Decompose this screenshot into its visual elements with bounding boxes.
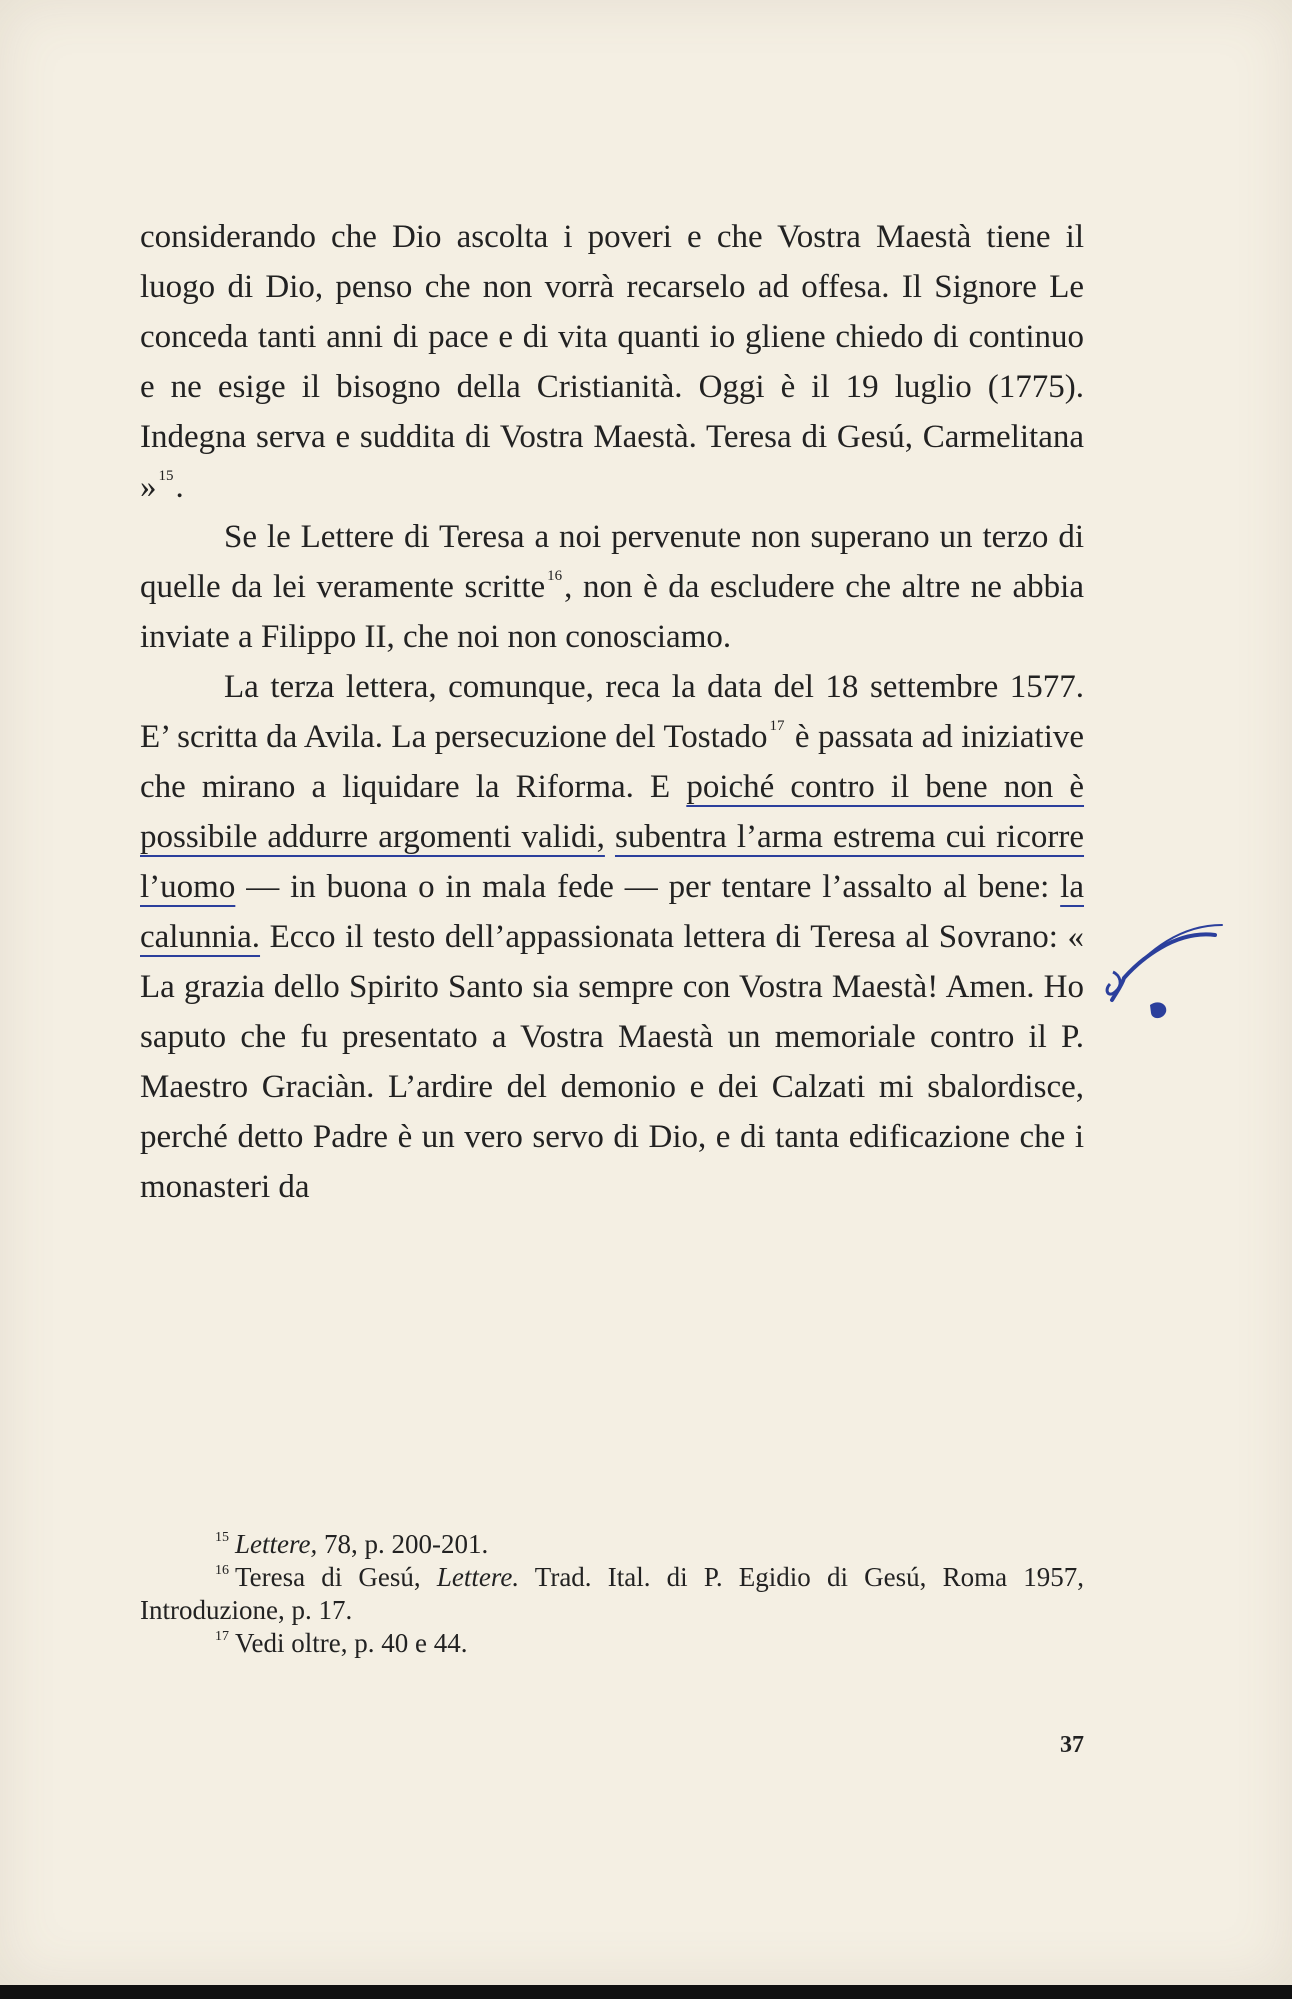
paragraph-2-text-b: , non è da escludere che altre ne abbia inviate a Filippo II, che noi non conosciamo. — [140, 569, 1084, 655]
footnote-text-pre: Teresa di Gesú, — [235, 1562, 437, 1592]
paragraph-2 — [140, 512, 1084, 662]
footnote-ref-15: 15 — [158, 468, 174, 484]
footnote-title: Lettere. — [436, 1562, 520, 1592]
paragraph-2-text-a: Se le Lettere di Teresa a noi pervenute non superano un terzo di quelle da lei veramente scritte — [140, 519, 1084, 605]
footnote-number: 15 — [215, 1530, 229, 1545]
footnote-text: Trad. Ital. di P. Egidio di Gesú, Roma 1957, Introduzione, p. 17. — [140, 1562, 1084, 1625]
paragraph-3-text-d: — in buona o in mala fede — per tentare l’assalto al bene: — [235, 869, 1061, 905]
scan-bottom-edge — [0, 1985, 1292, 1999]
footnote-16 — [140, 1561, 1084, 1627]
footnote-number: 16 — [215, 1563, 229, 1578]
handwritten-underline-2: subentra l’arma estrema cui ricorre l’uomo — [140, 819, 1085, 905]
footnote-ref-17: 17 — [769, 718, 785, 734]
footnote-number: 17 — [215, 1629, 229, 1644]
handwritten-underline-3: la calunnia. — [140, 869, 1084, 955]
footnotes — [140, 1528, 1084, 1660]
footnote-17 — [140, 1627, 1084, 1660]
footnote-15 — [140, 1528, 1084, 1561]
paragraph-1 — [140, 212, 1084, 512]
footnote-ref-16: 16 — [547, 568, 563, 584]
footnote-text: 78, p. 200-201. — [317, 1529, 489, 1559]
paragraph-3-text-b: è passata ad iniziative che mirano a liquidare la Riforma. E — [140, 719, 1085, 805]
paragraph-3-text-c — [605, 819, 615, 855]
paragraph-1-text: considerando che Dio ascolta i poveri e che Vostra Maestà tiene il luogo di Dio, penso che non vorrà recarselo ad offesa. Il Signore Le conceda tanti anni di pace e di vita quanti io gliene chiedo di continuo e ne esige il bisogno della Cristianità. Oggi è il 19 luglio (1775). Indegna serva e suddita di Vostra Maestà. Teresa di Gesú, Carmelitana » — [140, 219, 1084, 505]
footnote-text: Vedi oltre, p. 40 e 44. — [235, 1628, 468, 1658]
paragraph-3-text-e: Ecco il testo dell’appassionata lettera di Teresa al Sovrano: « La grazia dello Spirito Santo sia sempre con Vostra Maestà! Amen. Ho saputo che fu presentato a Vostra Maestà un memoriale contro il P. Maestro Graciàn. L’ardire del demonio e dei Calzati mi sbalordisce, perché detto Padre è un vero servo di Dio, e di tanta edificazione che i monasteri da — [140, 919, 1084, 1205]
paragraph-1-tail: . — [175, 469, 184, 505]
page-number: 37 — [1060, 1732, 1084, 1758]
body-text — [140, 212, 1084, 1212]
handwritten-underline-1: poiché contro il bene non è possibile addurre argomenti validi, — [140, 769, 1085, 855]
footnote-title: Lettere, — [235, 1529, 318, 1559]
paragraph-3 — [140, 662, 1084, 1212]
paragraph-3-text-a: La terza lettera, comunque, reca la data del 18 settembre 1577. E’ scritta da Avila. La persecuzione del Tostado — [140, 669, 1084, 755]
